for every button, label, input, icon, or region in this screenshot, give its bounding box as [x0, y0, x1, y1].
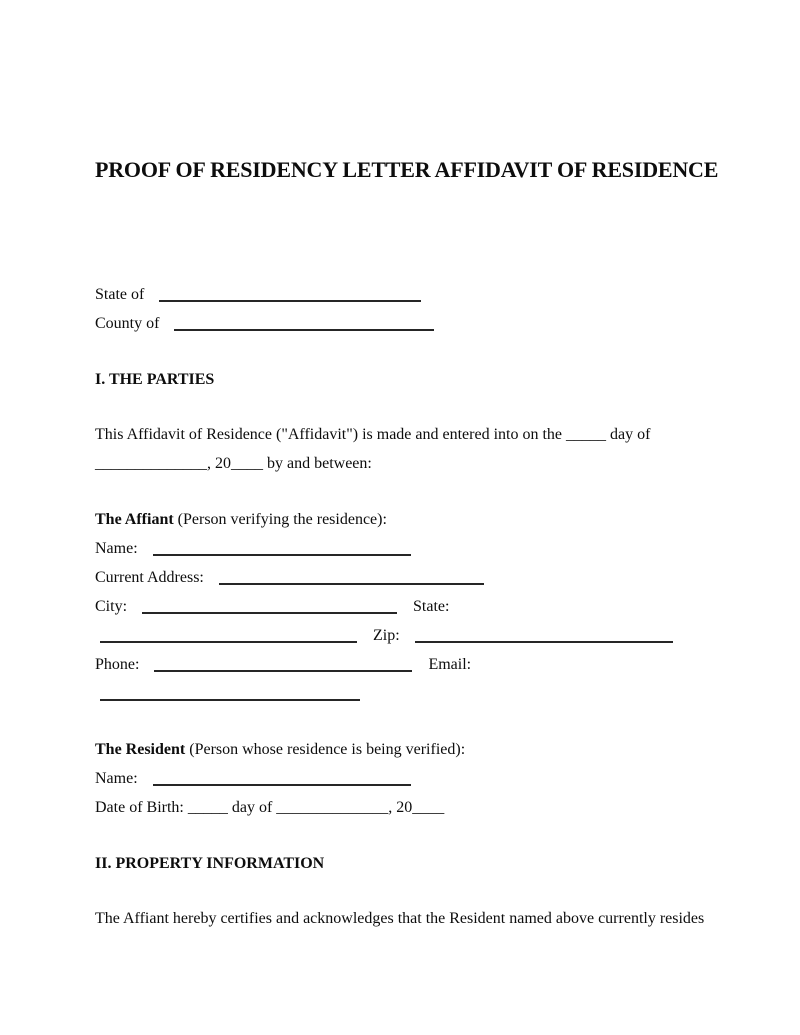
affiant-heading-row: [95, 505, 705, 534]
resident-name-row: [95, 764, 705, 793]
affiant-address-row: [95, 563, 705, 592]
parties-intro-paragraph: [95, 421, 705, 478]
affiant-state-field-line[interactable]: [100, 641, 357, 643]
affiant-email-label: Email:: [428, 656, 472, 673]
property-section-heading: II. PROPERTY INFORMATION: [95, 855, 325, 872]
document-title: PROOF OF RESIDENCY LETTER AFFIDAVIT OF RESIDENCE: [95, 157, 719, 182]
resident-heading-row: [95, 735, 705, 764]
affiant-address-label: Current Address:: [95, 569, 204, 586]
affiant-address-field-line[interactable]: [219, 583, 484, 585]
affiant-phone-field-line[interactable]: [154, 670, 412, 672]
affiant-email-field-line[interactable]: [100, 699, 360, 701]
resident-name-field-line[interactable]: [153, 784, 411, 786]
affiant-name-label: Name:: [95, 540, 138, 557]
parties-intro-line1: This Affidavit of Residence ("Affidavit") is made and entered into on the _____ day of: [95, 426, 651, 443]
affiant-name-row: [95, 534, 705, 563]
county-of-field-line[interactable]: [174, 329, 434, 331]
affiant-zip-label: Zip:: [373, 627, 400, 644]
parties-section-heading: I. THE PARTIES: [95, 371, 215, 388]
document-content: [0, 155, 800, 934]
affiant-city-field-line[interactable]: [142, 612, 397, 614]
affiant-state-label: State:: [413, 598, 450, 615]
property-body-line1: The Affiant hereby certifies and acknowledges that the Resident named above currently resides: [95, 910, 705, 927]
affiant-city-label: City:: [95, 598, 128, 615]
resident-heading-bold: The Resident: [95, 741, 186, 758]
affiant-heading-rest: (Person verifying the residence):: [173, 511, 387, 528]
affiant-phone-email-row: [95, 650, 705, 679]
resident-heading-rest: (Person whose residence is being verified):: [185, 741, 466, 758]
resident-dob-text: Date of Birth: _____ day of ______________, 20____: [95, 799, 445, 816]
state-of-row: [95, 280, 705, 309]
county-of-row: [95, 309, 705, 338]
affiant-name-field-line[interactable]: [153, 554, 411, 556]
affiant-phone-label: Phone:: [95, 656, 140, 673]
state-of-label: State of: [95, 286, 145, 303]
parties-intro-line2: ______________, 20____ by and between:: [95, 454, 372, 472]
resident-name-label: Name:: [95, 770, 138, 787]
resident-dob-row: [95, 793, 705, 822]
affiant-email-continuation-row: [95, 679, 705, 708]
affiant-city-state-row: [95, 592, 705, 621]
affiant-zip-field-line[interactable]: [415, 641, 673, 643]
county-of-label: County of: [95, 315, 160, 332]
affiant-state-zip-row: [95, 621, 705, 650]
affiant-heading-bold: The Affiant: [95, 511, 174, 528]
state-of-field-line[interactable]: [159, 300, 421, 302]
